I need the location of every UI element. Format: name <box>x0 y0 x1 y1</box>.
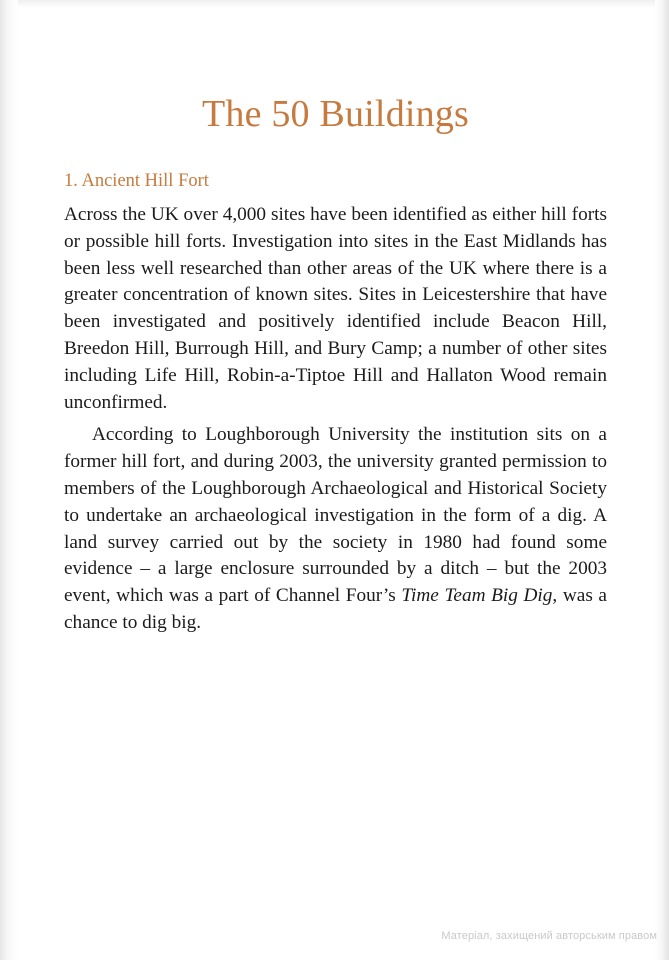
page-edge-shadow-right <box>655 0 669 960</box>
paragraph-2-text-end: , was a chance to dig big. <box>64 585 607 633</box>
paragraph-2-text-start: According to Loughborough University the institution sits on a former hill fort, and during 2003, the university granted permission to members of the Loughborough Archaeological and Historical Society to undertake an archaeological investigation in the form of a dig. A land survey carried out by the society in 1980 had found some evidence – a large enclosure surrounded by a ditch – but the 2003 event, which was a part of Channel Four’s <box>64 424 607 607</box>
page-title: The 50 Buildings <box>201 93 470 135</box>
body-paragraph-2 <box>64 422 607 636</box>
copyright-watermark: Матеріал, захищений авторським правом <box>441 930 657 942</box>
page-edge-shadow-top <box>0 0 669 8</box>
book-page <box>64 88 607 637</box>
page-edge-shadow-left <box>0 0 18 960</box>
body-paragraph-1: Across the UK over 4,000 sites have been identified as either hill forts or possible hill forts. Investigation into sites in the East Midlands has been less well researched than other areas of the UK where there is a greater concentration of known sites. Sites in Leicestershire that have been investigated and positively identified include Beacon Hill, Breedon Hill, Burrough Hill, and Bury Camp; a number of other sites including Life Hill, Robin-a-Tiptoe Hill and Hallaton Wood remain unconfirmed. <box>64 204 607 413</box>
programme-title-italic: Time Team Big Dig <box>401 585 553 607</box>
section-heading: 1. Ancient Hill Fort <box>64 171 209 191</box>
